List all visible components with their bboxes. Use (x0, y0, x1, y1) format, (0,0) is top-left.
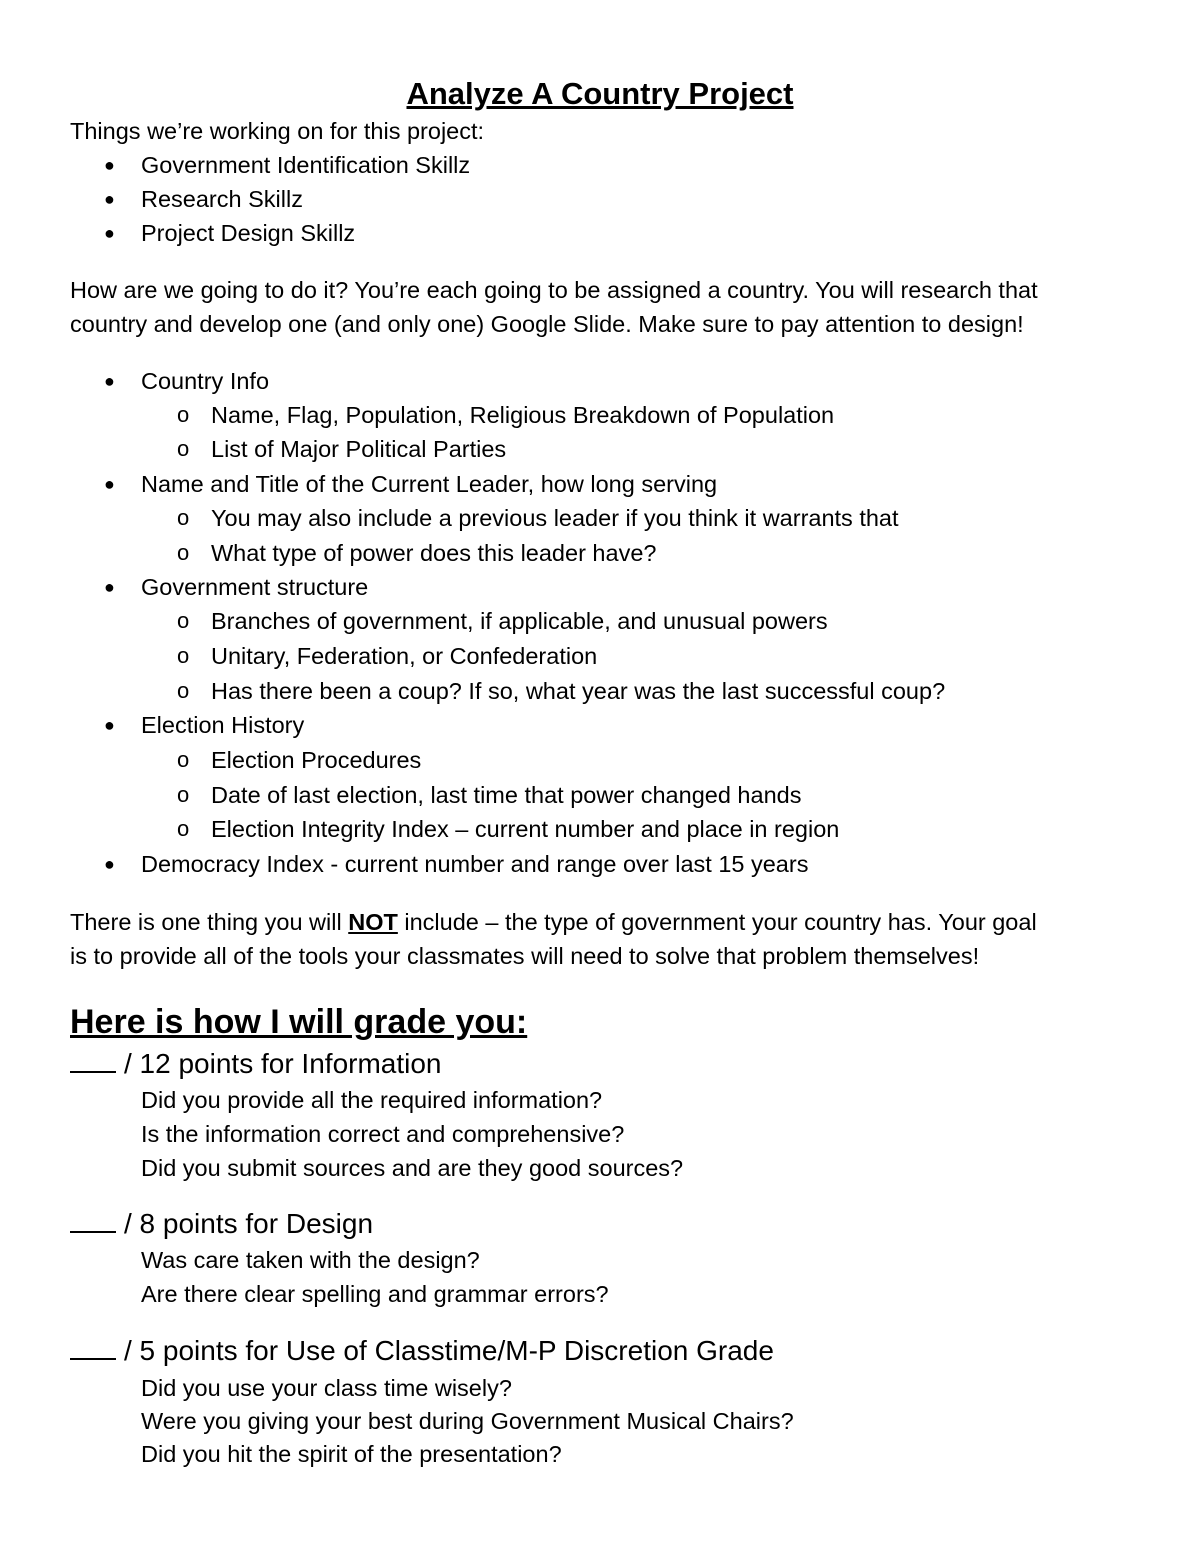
how-paragraph-line: How are we going to do it? You’re each going to be assigned a country. You will research that (70, 277, 1038, 303)
grading-question: Were you giving your best during Government Musical Chairs? (141, 1408, 794, 1434)
bullet-icon: ● (104, 715, 115, 735)
score-blank (70, 1332, 116, 1360)
requirement-subitem: Has there been a coup? If so, what year was the last successful coup? (211, 678, 946, 704)
sub-bullet-icon: o (177, 678, 190, 703)
grading-points-line (70, 1045, 442, 1082)
bullet-icon: ● (104, 189, 115, 209)
requirement-item: Country Info (141, 368, 270, 394)
exclusion-text-post: include – the type of government your country has. Your goal (397, 909, 1037, 935)
grading-heading: Here is how I will grade you: (70, 1003, 528, 1041)
score-blank (70, 1205, 116, 1233)
grading-points-label: / 5 points for Use of Classtime/M-P Discretion Grade (124, 1335, 774, 1366)
sub-bullet-icon: o (177, 782, 190, 807)
bullet-icon: ● (104, 854, 115, 874)
grading-points-line (70, 1332, 774, 1369)
requirement-subitem: Branches of government, if applicable, and unusual powers (211, 608, 828, 634)
skill-item: Project Design Skillz (141, 220, 356, 246)
bullet-icon: ● (104, 155, 115, 175)
bullet-icon: ● (104, 577, 115, 597)
requirement-subitem: Election Procedures (211, 747, 422, 773)
how-paragraph-line: country and develop one (and only one) Google Slide. Make sure to pay attention to design! (70, 311, 1024, 337)
skill-item: Government Identification Skillz (141, 152, 471, 178)
sub-bullet-icon: o (177, 608, 190, 633)
requirement-item: Election History (141, 712, 305, 738)
exclusion-paragraph-line: is to provide all of the tools your classmates will need to solve that problem themselves! (70, 943, 980, 969)
grading-question: Is the information correct and comprehensive? (141, 1121, 625, 1147)
grading-question: Did you submit sources and are they good sources? (141, 1155, 684, 1181)
not-emphasis: NOT (348, 909, 398, 935)
sub-bullet-icon: o (177, 747, 190, 772)
page-title: Analyze A Country Project (406, 76, 794, 111)
grading-question: Did you use your class time wisely? (141, 1375, 512, 1401)
requirement-subitem: Unitary, Federation, or Confederation (211, 643, 598, 669)
exclusion-paragraph-line (70, 907, 1037, 937)
requirement-subitem: Name, Flag, Population, Religious Breakdown of Population (211, 402, 835, 428)
sub-bullet-icon: o (177, 505, 190, 530)
sub-bullet-icon: o (177, 540, 190, 565)
sub-bullet-icon: o (177, 436, 190, 461)
requirement-item: Government structure (141, 574, 369, 600)
exclusion-text-pre: There is one thing you will (70, 909, 349, 935)
requirement-subitem: What type of power does this leader have? (211, 540, 657, 566)
bullet-icon: ● (104, 223, 115, 243)
grading-question: Was care taken with the design? (141, 1247, 480, 1273)
bullet-icon: ● (104, 371, 115, 391)
requirement-subitem: List of Major Political Parties (211, 436, 507, 462)
intro-text: Things we’re working on for this project: (70, 118, 485, 144)
sub-bullet-icon: o (177, 643, 190, 668)
sub-bullet-icon: o (177, 402, 190, 427)
skill-item: Research Skillz (141, 186, 303, 212)
grading-question: Did you provide all the required information? (141, 1087, 603, 1113)
requirement-subitem: Date of last election, last time that power changed hands (211, 782, 802, 808)
grading-question: Are there clear spelling and grammar errors? (141, 1281, 609, 1307)
requirement-item: Democracy Index - current number and range over last 15 years (141, 851, 809, 877)
bullet-icon: ● (104, 474, 115, 494)
grading-points-line (70, 1205, 373, 1242)
grading-points-label: / 12 points for Information (124, 1048, 442, 1079)
score-blank (70, 1045, 116, 1073)
grading-points-label: / 8 points for Design (124, 1208, 374, 1239)
requirement-item: Name and Title of the Current Leader, how long serving (141, 471, 718, 497)
grading-question: Did you hit the spirit of the presentation? (141, 1441, 562, 1467)
requirement-subitem: You may also include a previous leader if you think it warrants that (211, 505, 899, 531)
requirement-subitem: Election Integrity Index – current number and place in region (211, 816, 840, 842)
sub-bullet-icon: o (177, 816, 190, 841)
